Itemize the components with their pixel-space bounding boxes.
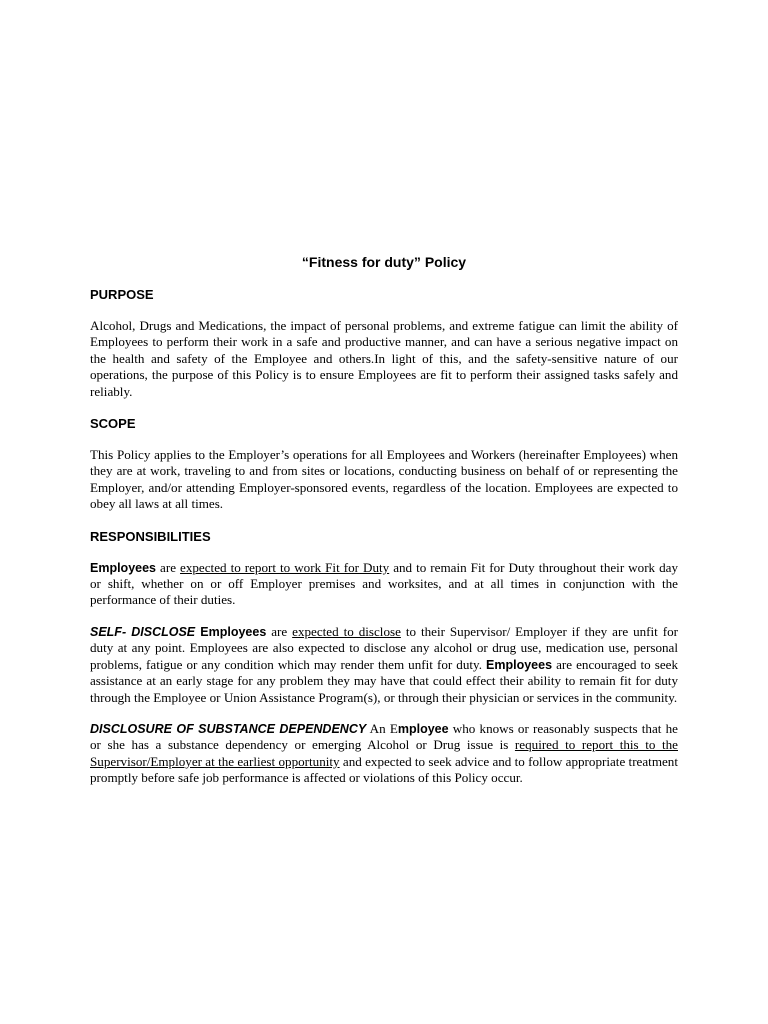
substance-paragraph — [90, 721, 678, 787]
substance-text-1: who knows or reasonably suspects that he or she has a substance dependency or emerging Alcohol or Drug issue is — [90, 720, 678, 753]
substance-text-0: An E — [366, 720, 398, 736]
employees-underlined-1: expected to report to work Fit for Duty — [180, 559, 390, 575]
employees-text-2: and to remain Fit for Duty throughout their work day or shift, whether on or off Employer premises and worksites, and at all times in conjunction with the performance of their duties. — [90, 559, 679, 608]
self-disclose-paragraph — [90, 624, 678, 706]
employees-lead: Employees — [90, 560, 157, 575]
responsibilities-heading: RESPONSIBILITIES — [90, 528, 211, 544]
self-disclose-underlined-1: expected to disclose — [292, 623, 401, 639]
substance-employee: mployee — [397, 721, 449, 736]
self-disclose-employees: Employees — [195, 624, 267, 639]
document-title: “Fitness for duty” Policy — [301, 254, 467, 270]
employees-text-1: are — [156, 559, 181, 575]
scope-paragraph: This Policy applies to the Employer’s operations for all Employees and Workers (hereinafter Employees) when they are at work, traveling to and from sites or locations, conducting business on behalf of or representing the Employer, and/or attending Employer-sponsored events, regardless of the location. Employees are expected to obey all laws at all times. — [90, 447, 678, 512]
substance-text-2: and expected to seek advice and to follow appropriate treatment promptly before safe job performance is affected or violations of this Policy occur. — [90, 753, 678, 786]
purpose-heading: PURPOSE — [90, 287, 154, 302]
self-disclose-text-3: are encouraged to seek assistance at an early stage for any problem they may have that could effect their ability to remain fit for duty through the Employee or Union Assistance Program(s), or through their physician or services in the community. — [90, 656, 678, 705]
substance-underlined-1: required to report this to the Supervisor/Employer at the earliest opportunity — [90, 737, 678, 769]
self-disclose-lead: SELF- DISCLOSE — [90, 624, 196, 639]
policy-document — [90, 252, 678, 802]
self-disclose-text-1: are — [266, 623, 293, 639]
self-disclose-employees-2: Employees — [486, 657, 553, 672]
scope-heading: SCOPE — [90, 416, 136, 432]
substance-lead: DISCLOSURE OF SUBSTANCE DEPENDENCY — [90, 721, 367, 736]
employees-paragraph — [90, 560, 678, 609]
self-disclose-text-2: to their Supervisor/ Employer if they are unfit for duty at any point. Employees are also expected to disclose any alcohol or drug use, medication use, personal problems, fatigue or any condition which may render them unfit for duty. — [90, 623, 679, 672]
purpose-paragraph: Alcohol, Drugs and Medications, the impact of personal problems, and extreme fatigue can limit the ability of Employees to perform their work in a safe and productive manner, and can have a serious negative impact on the health and safety of the Employee and others.In light of this, and the safety-sensitive nature of our operations, the purpose of this Policy is to ensure Employees are fit to perform their assigned tasks safely and reliably. — [90, 318, 678, 399]
